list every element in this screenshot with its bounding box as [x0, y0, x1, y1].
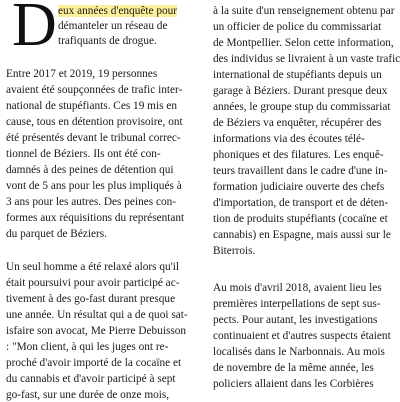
text-line: isfaire son avocat, Me Pierre Debuisson	[6, 325, 187, 337]
text-line: à la suite d'un renseignement obtenu par	[213, 5, 395, 17]
text-line: de novembre de la même année, les	[213, 362, 374, 374]
text-line: garage à Béziers. Durant presque deux	[213, 85, 388, 97]
text-line: Entre 2017 et 2019, 19 personnes	[6, 68, 158, 80]
text-line: : "Mon client, à qui les juges ont re-	[6, 341, 169, 353]
drop-cap: D	[12, 0, 57, 59]
text-line: cannabis) en Espagne, mais aussi sur le	[213, 229, 391, 241]
text-line: policiers allaient dans les Corbières	[213, 378, 374, 390]
text-line: Biterrois.	[213, 245, 256, 257]
text-line: eux années d'enquête pour	[58, 5, 178, 17]
text-line: phoniques et des filatures. Les enquê-	[213, 149, 384, 161]
text-line: de Montpellier. Selon cette information,	[213, 37, 394, 49]
text-line: des individus se livraient à un vaste trafic	[213, 53, 400, 65]
text-line: 3 ans pour les autres. Des peines con-	[6, 196, 177, 208]
text-line: premières interpellations de sept sus-	[213, 298, 381, 310]
text-line: d'importation, de transport et de déten-	[213, 197, 389, 209]
text-line: tion de produits stupéfiants (cocaïne et	[213, 213, 388, 225]
text-line: tivement à des go-fast durant presque	[6, 293, 176, 305]
text-line: une année. Un résultat qui a de quoi sat-	[6, 309, 188, 321]
text-line: proché d'avoir importé de la cocaïne et	[6, 357, 182, 369]
text-line: formes aux réquisitions du représentant	[6, 212, 185, 224]
text-line: teurs travaillent dans le cadre d'une in-	[213, 165, 388, 177]
text-line: était poursuivi pour avoir participé ac-	[6, 277, 180, 289]
text-line: un officier de police du commissariat	[213, 21, 382, 33]
text-line: go-fast, sur une durée de onze mois,	[6, 389, 170, 401]
text-line: damnés à des peines de détention qui	[6, 164, 174, 176]
text-line: national de stupéfiants. Ces 19 mis en	[6, 100, 177, 112]
text-line: continuaient et d'autres suspects étaient	[213, 330, 391, 342]
text-line: avaient été soupçonnées de trafic inter-	[6, 84, 183, 96]
text-line: été présentés devant le tribunal correc-	[6, 132, 181, 144]
text-line: du cannabis et d'avoir participé à sept	[6, 373, 176, 385]
text-line: du parquet de Béziers.	[6, 228, 108, 240]
text-line: Un seul homme a été relaxé alors qu'il	[6, 261, 180, 273]
text-line: trafiquants de drogue.	[58, 35, 157, 47]
text-line: localisés dans le Narbonnais. Au mois	[213, 346, 385, 358]
text-line: de Béziers va enquêter, récupérer des	[213, 117, 382, 129]
text-line: années, le groupe stup du commissariat	[213, 101, 391, 113]
text-line: vont de 5 ans pour les plus impliqués à	[6, 180, 182, 192]
text-line: démanteler un réseau de	[58, 20, 168, 32]
text-line: international de stupéfiants depuis un	[213, 69, 382, 81]
text-line: Au mois d'avril 2018, avaient lieu les	[213, 282, 382, 294]
text-line: formation judiciaire ouverte des chefs	[213, 181, 385, 193]
text-line: informations via des écoutes télé-	[213, 133, 365, 145]
text-line: pects. Pour autant, les investigations	[213, 314, 378, 326]
text-line: cause, tous en détention provisoire, ont	[6, 116, 183, 128]
text-line: tionnel de Béziers. Ils ont été con-	[6, 148, 161, 160]
